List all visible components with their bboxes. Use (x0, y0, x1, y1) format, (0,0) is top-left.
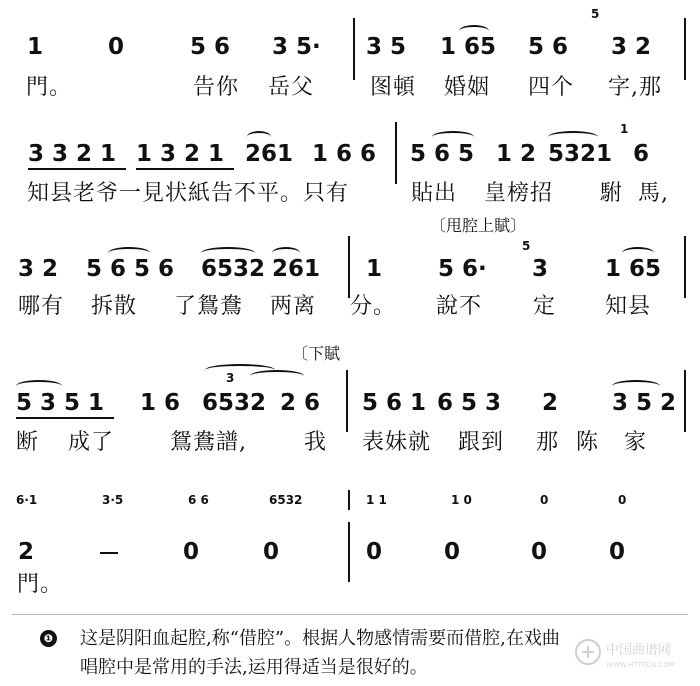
lyric: 知县 (605, 294, 652, 319)
accompaniment-note: 1 0 (451, 493, 472, 507)
note: 1 (366, 256, 383, 282)
note: 3 (532, 256, 549, 282)
note: 1 3 2 1 (136, 141, 225, 167)
note: 5 6 (190, 34, 231, 60)
accompaniment-note: 0 (540, 493, 549, 507)
triplet-mark: 3 (226, 371, 235, 385)
note: 261 (245, 141, 294, 167)
note: 5 6 (528, 34, 569, 60)
slur (247, 131, 271, 143)
lyric: 說不 (436, 294, 483, 319)
lyric: 門。 (26, 75, 73, 100)
performance-annotation: 〔下賦 (292, 344, 341, 363)
lyric: 四个 (528, 75, 575, 100)
note: 3 5 (366, 34, 407, 60)
lyric: 告你 (193, 75, 240, 100)
lyric: 我 (304, 430, 328, 455)
performance-annotation: 〔甩腔上賦〕 (430, 216, 527, 235)
note: 1 2 (496, 141, 537, 167)
note: 0 (366, 539, 383, 565)
note: 0 (263, 539, 280, 565)
note: 5 6 5 (410, 141, 475, 167)
dash-note (100, 552, 118, 554)
lyric: 駙 (600, 181, 624, 206)
bar-line (348, 522, 350, 582)
lyric: 知县老爷一見状紙告不平。只有 (27, 181, 350, 206)
note: 2 (542, 390, 559, 416)
slur (272, 247, 300, 259)
lyric: 成了 (68, 430, 115, 455)
note: 0 (108, 34, 125, 60)
slur (459, 25, 489, 37)
accompaniment-note: 0 (618, 493, 627, 507)
bar-line (348, 490, 350, 510)
footnote-marker: ❶ (40, 630, 57, 647)
lyric: 分。 (350, 294, 397, 319)
note: 1 65 (605, 256, 662, 282)
slur (250, 370, 304, 382)
accompaniment-note: 6 6 (188, 493, 209, 507)
lyric: 图頓 (370, 75, 417, 100)
footnote-line-1: 这是阴阳血起腔,称“借腔”。根据人物感情需要而借腔,在戏曲 (80, 628, 560, 649)
accompaniment-note: 6·1 (16, 493, 38, 507)
note: 0 (183, 539, 200, 565)
watermark-url: WWW.HTTPCN.COM (606, 661, 675, 669)
note: 0 (531, 539, 548, 565)
bar-line (684, 18, 686, 80)
accompaniment-note: 6532 (269, 493, 303, 507)
lyric: 那 (536, 430, 560, 455)
footnote-line-2: 唱腔中是常用的手法,运用得适当是很好的。 (80, 657, 428, 678)
lyric: 貼出 (411, 181, 458, 206)
note: 2 (18, 539, 35, 565)
note: 5 6· (438, 256, 487, 282)
bar-line (353, 18, 355, 80)
lyric: 皇榜招 (484, 181, 554, 206)
slur (622, 247, 654, 259)
bar-line (348, 236, 350, 298)
note: 6532 (202, 390, 267, 416)
accompaniment-note: 3·5 (102, 493, 124, 507)
lyric: 岳父 (268, 75, 315, 100)
lyric: 两离 (270, 294, 317, 319)
note: 3 3 2 1 (28, 141, 117, 167)
bar-line (395, 122, 397, 184)
lyric: 跟到 (458, 430, 505, 455)
slur (432, 131, 474, 143)
grace-note: 5 (591, 7, 600, 21)
lyric: 字,那 (608, 75, 662, 100)
bar-line (684, 236, 686, 298)
note: 261 (272, 256, 321, 282)
lyric: 陈 (576, 430, 600, 455)
slur (612, 380, 660, 392)
beam (136, 168, 234, 170)
note: 3 2 (18, 256, 59, 282)
watermark (572, 636, 690, 674)
bar-line (346, 370, 348, 432)
note: 5 6 5 6 (86, 256, 175, 282)
note: 1 6 (140, 390, 181, 416)
note: 5 3 5 1 (16, 390, 105, 416)
slur (548, 131, 598, 143)
note: 0 (444, 539, 461, 565)
slur (201, 247, 255, 259)
note: 2 6 (280, 390, 321, 416)
slur (108, 247, 150, 259)
lyric: 断 (16, 430, 40, 455)
beam (28, 168, 126, 170)
lyric: 了鴛鴦 (174, 294, 244, 319)
note: 6 5 3 (437, 390, 502, 416)
lyric: 門。 (17, 572, 64, 597)
note: 3 5· (272, 34, 321, 60)
grace-note: 1 (620, 122, 629, 136)
watermark-logo (572, 636, 690, 674)
lyric: 馬, (638, 181, 669, 206)
note: 0 (609, 539, 626, 565)
slur (16, 380, 62, 392)
lyric: 婚姻 (444, 75, 491, 100)
note: 1 6 6 (312, 141, 377, 167)
note: 6 (633, 141, 650, 167)
note: 3 5 2 (612, 390, 677, 416)
note: 1 (27, 34, 44, 60)
lyric: 家 (624, 430, 648, 455)
watermark-text: 中国曲谱网 (606, 643, 672, 658)
grace-note: 5 (522, 239, 531, 253)
lyric: 定 (533, 294, 557, 319)
beam (16, 417, 114, 419)
lyric: 哪有 (18, 294, 65, 319)
note: 3 2 (611, 34, 652, 60)
note: 1 65 (440, 34, 497, 60)
bar-line (684, 370, 686, 432)
divider (12, 614, 688, 615)
lyric: 表妹就 (362, 430, 432, 455)
lyric: 拆散 (91, 294, 138, 319)
accompaniment-note: 1 1 (366, 493, 387, 507)
note: 5 6 1 (362, 390, 427, 416)
note: 5321 (548, 141, 613, 167)
lyric: 鴛鴦譜, (170, 430, 247, 455)
note: 6532 (201, 256, 266, 282)
